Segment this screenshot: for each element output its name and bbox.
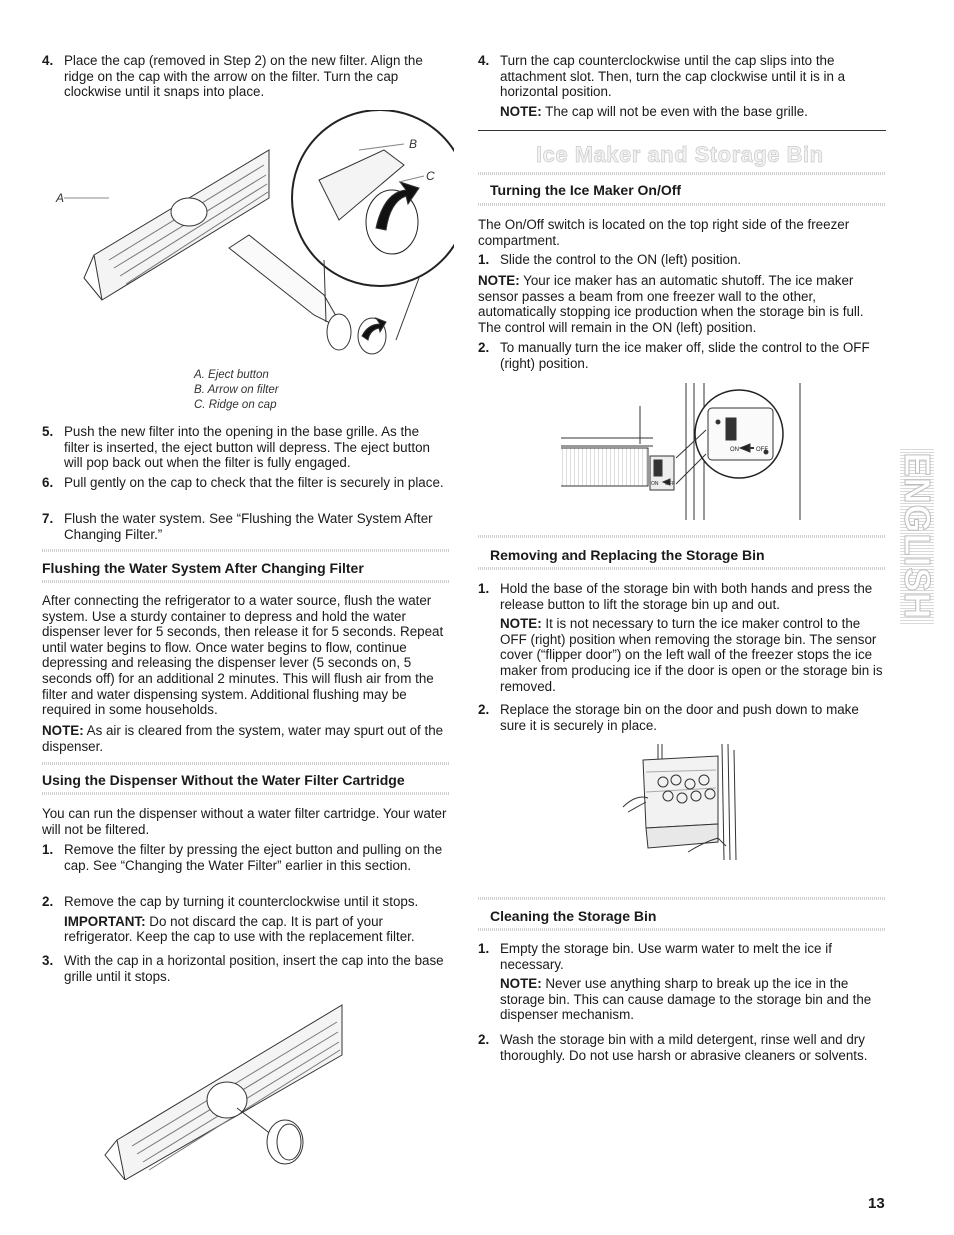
cap-insertion-figure <box>97 990 397 1180</box>
clean-heading: Cleaning the Storage Bin <box>490 908 657 924</box>
remove-step-2: 2. Replace the storage bin on the door and push down to make sure it is securely in place. <box>478 702 859 733</box>
filter-installation-figure <box>54 110 454 370</box>
language-side-tab: ENGLISH <box>900 448 934 624</box>
ice-maker-switch-figure <box>558 378 808 526</box>
onoff-paragraph: The On/Off switch is located on the top right side of the freezer compartment. <box>478 217 850 248</box>
onoff-step-2: 2. To manually turn the ice maker off, slide the control to the OFF (right) position. <box>478 340 870 371</box>
remove-heading: Removing and Replacing the Storage Bin <box>490 547 765 563</box>
dispenser-paragraph: You can run the dispenser without a water filter cartridge. Your water will not be filtered. <box>42 806 447 837</box>
step-4-left: 4. Place the cap (removed in Step 2) on the new filter. Align the ridge on the cap with the arrow on the filter. Turn the cap clockwise until it snaps into place. <box>42 53 447 100</box>
figure-label-b: B <box>409 137 418 151</box>
figure-captions: A. Eject button B. Arrow on filter C. Ridge on cap <box>194 369 279 411</box>
dispenser-step-2: 2. Remove the cap by turning it counterclockwise until it stops. IMPORTANT: Do not discard the cap. It is part of your refrigerator. Keep the cap to use with the replacement filter. <box>42 894 419 945</box>
section-banner: Ice Maker and Storage Bin <box>536 142 824 167</box>
dispenser-heading: Using the Dispenser Without the Water Filter Cartridge <box>42 772 405 788</box>
step-4-left-text: Place the cap (removed in Step 2) on the new filter. Align the ridge on the cap with the arrow on the filter. Turn the cap clockwise until it snaps into place. <box>64 53 423 100</box>
step-5: 5. Push the new filter into the opening in the base grille. As the filter is inserted, the eject button will depress. The eject button will pop back out when the filter is fully engaged. <box>42 424 430 471</box>
onoff-heading: Turning the Ice Maker On/Off <box>490 182 682 198</box>
section-rule <box>42 762 450 765</box>
section-rule <box>478 567 886 570</box>
page-number: 13 <box>868 1195 885 1212</box>
step-6: 6. Pull gently on the cap to check that the filter is securely in place. <box>42 475 444 490</box>
clean-step-1: 1. Empty the storage bin. Use warm water to melt the ice if necessary. NOTE: Never use anything sharp to break up the ice in the storage bin. This can cause damage to the storage bin and the dispenser mechanism. <box>478 941 872 1023</box>
section-divider <box>478 130 886 131</box>
section-rule <box>42 549 450 552</box>
section-rule <box>478 172 886 175</box>
step-4-right: 4. Turn the cap counterclockwise until the cap slips into the attachment slot. Then, turn the cap clockwise until it is in a horizontal position. NOTE: The cap will not be even with the base grille. <box>478 53 846 119</box>
section-rule <box>478 928 886 931</box>
onoff-step-1: 1. Slide the control to the ON (left) position. <box>478 252 742 267</box>
figure-label-c: C <box>426 169 435 183</box>
dispenser-step-1: 1. Remove the filter by pressing the eject button and pulling on the cap. See “Changing the Water Filter” earlier in this section. <box>42 842 443 873</box>
flush-heading: Flushing the Water System After Changing Filter <box>42 560 364 576</box>
switch-off-label-small: OFF <box>665 481 675 487</box>
step-7: 7. Flush the water system. See “Flushing the Water System After Changing Filter.” <box>42 511 433 542</box>
dispenser-step-3: 3. With the cap in a horizontal position, insert the cap into the base grille until it stops. <box>42 953 444 984</box>
flush-paragraph: After connecting the refrigerator to a water source, flush the water system. Use a sturdy container to depress and hold the water dispenser lever for 5 seconds, then release it for 5 seconds. Repeat until water begins to flow. Once water begins to flow, continue depressing and releasing the dispenser lever (5 seconds on, 5 seconds off) for an additional 2 minutes. This will flush air from the filter and water dispensing system. Additional flushing may be required in some households. <box>42 593 444 718</box>
section-rule <box>478 203 886 206</box>
section-rule <box>42 792 450 795</box>
clean-step-2: 2. Wash the storage bin with a mild detergent, rinse well and dry thoroughly. Do not use harsh or abrasive cleaners or solvents. <box>478 1032 868 1063</box>
onoff-note: NOTE: Your ice maker has an automatic shutoff. The ice maker sensor passes a beam from one freezer wall to the other, automatically stopping ice production when the storage bin is full. The control will remain in the ON (left) position. <box>478 273 864 335</box>
section-rule <box>478 535 886 538</box>
switch-off-label-large: OFF <box>756 447 768 453</box>
section-rule <box>42 580 450 583</box>
switch-on-label-small: ON <box>651 481 659 487</box>
switch-on-label-large: ON <box>730 447 739 453</box>
remove-step-1: 1. Hold the base of the storage bin with both hands and press the release button to lift the storage bin up and out. NOTE: It is not necessary to turn the ice maker control to the OFF (right) position when removing the storage bin. The sensor cover (“flipper door”) on the left wall of the freezer stops the ice maker from producing ice if the door is open or the storage bin is removed. <box>478 581 883 694</box>
figure-label-a: A <box>56 191 65 205</box>
storage-bin-figure <box>618 742 768 867</box>
flush-note: NOTE: As air is cleared from the system, water may spurt out of the dispenser. <box>42 723 444 754</box>
section-rule <box>478 897 886 900</box>
